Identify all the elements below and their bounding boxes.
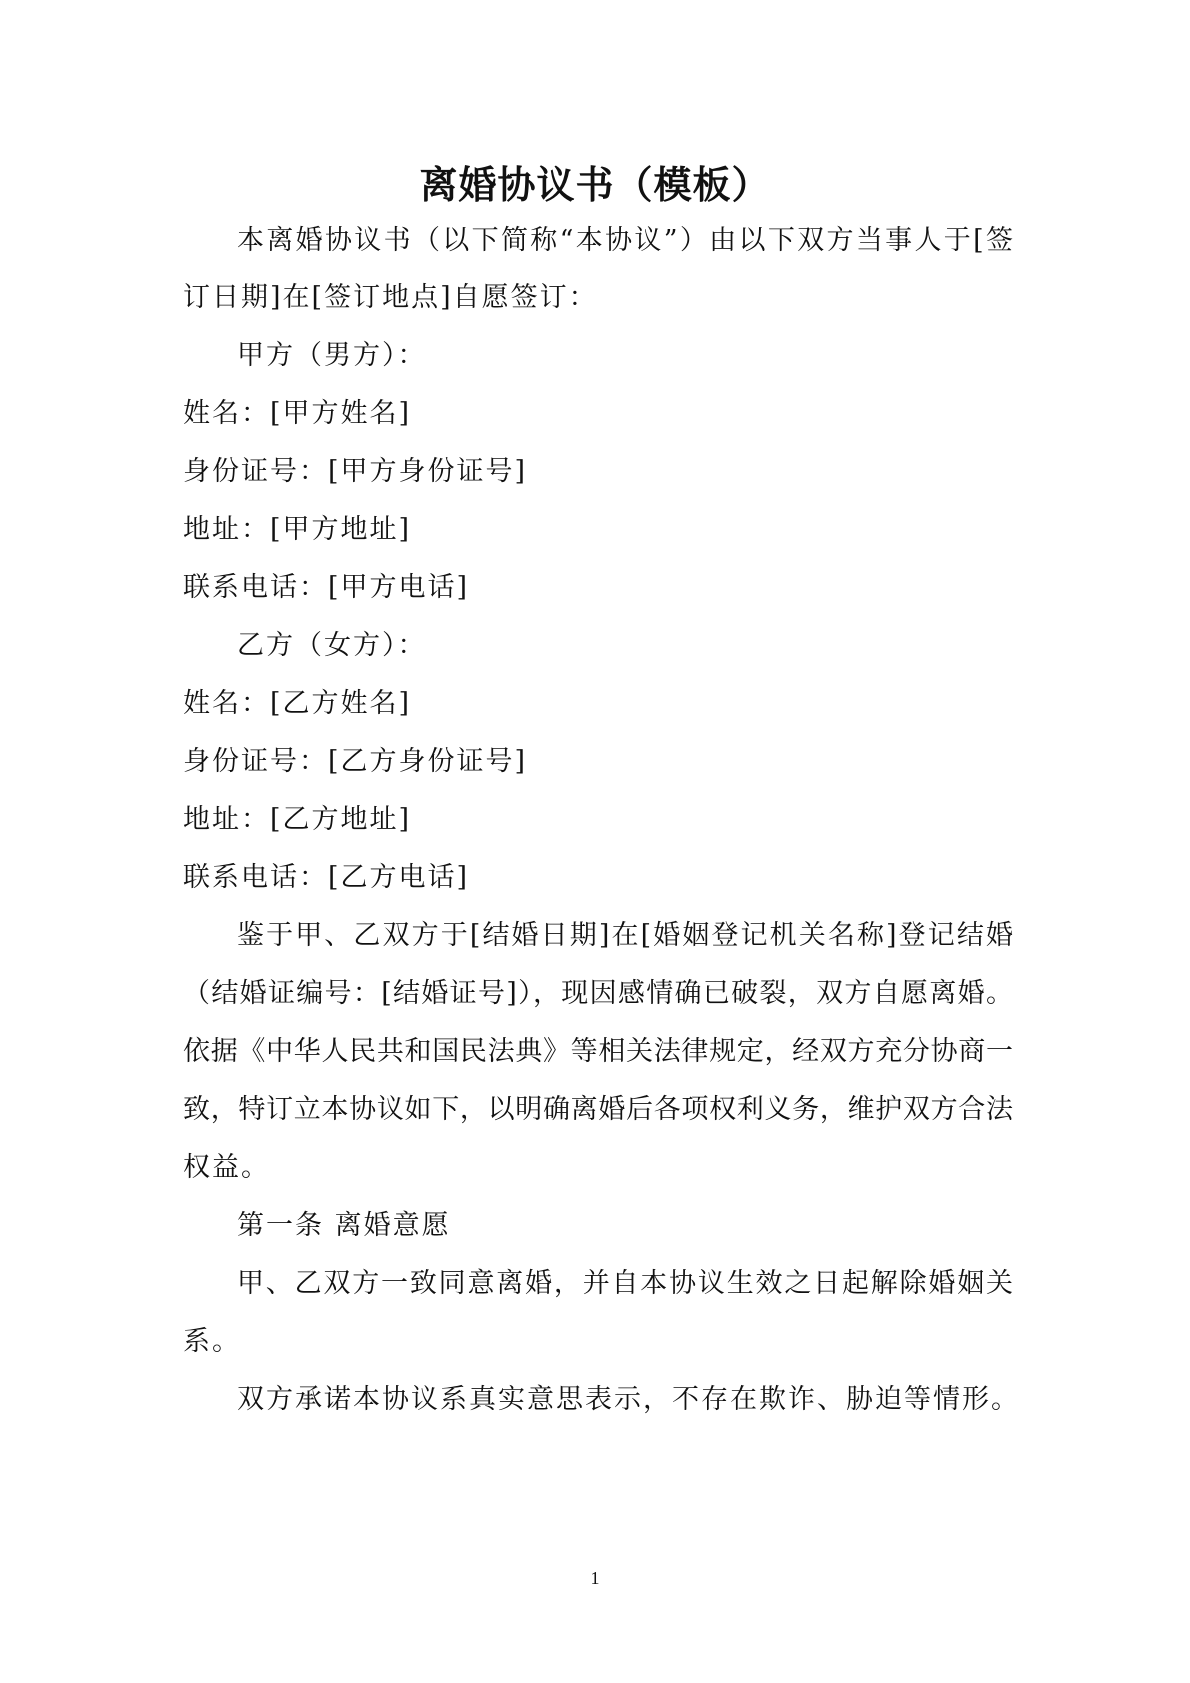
article-1-para-1-line-1: 甲、乙双方一致同意离婚，并自本协议生效之日起解除婚姻关 [237, 1268, 1013, 1299]
party-a-phone: 联系电话：[甲方电话] [183, 572, 470, 603]
article-1-para-1-line-2: 系。 [183, 1326, 241, 1357]
recital-line-5: 权益。 [183, 1152, 270, 1183]
party-b-phone: 联系电话：[乙方电话] [183, 862, 470, 893]
recital-line-2: （结婚证编号：[结婚证号]），现因感情确已破裂，双方自愿离婚。 [183, 978, 1013, 1009]
party-b-address: 地址：[乙方地址] [183, 804, 412, 835]
article-1-heading: 第一条 离婚意愿 [237, 1210, 451, 1241]
party-b-id-number: 身份证号：[乙方身份证号] [183, 746, 528, 777]
party-a-id-number: 身份证号：[甲方身份证号] [183, 456, 528, 487]
party-b-name: 姓名：[乙方姓名] [183, 688, 412, 719]
recital-line-4: 致，特订立本协议如下，以明确离婚后各项权利义务，维护双方合法 [183, 1094, 1013, 1125]
document-title: 离婚协议书（模板） [419, 163, 771, 207]
article-1-para-2: 双方承诺本协议系真实意思表示，不存在欺诈、胁迫等情形。 [237, 1384, 1020, 1415]
intro-line-2: 订日期]在[签订地点]自愿签订： [183, 282, 598, 313]
recital-line-1: 鉴于甲、乙双方于[结婚日期]在[婚姻登记机关名称]登记结婚 [237, 920, 1013, 951]
party-a-heading: 甲方（男方）： [237, 340, 427, 371]
recital-line-3: 依据《中华人民共和国民法典》等相关法律规定，经双方充分协商一 [183, 1036, 1013, 1067]
party-a-name: 姓名：[甲方姓名] [183, 398, 412, 429]
party-a-address: 地址：[甲方地址] [183, 514, 412, 545]
party-b-heading: 乙方（女方）： [237, 630, 427, 661]
page-number: 1 [590, 1568, 600, 1588]
intro-line-1: 本离婚协议书（以下简称“本协议”）由以下双方当事人于[签 [237, 225, 1013, 256]
